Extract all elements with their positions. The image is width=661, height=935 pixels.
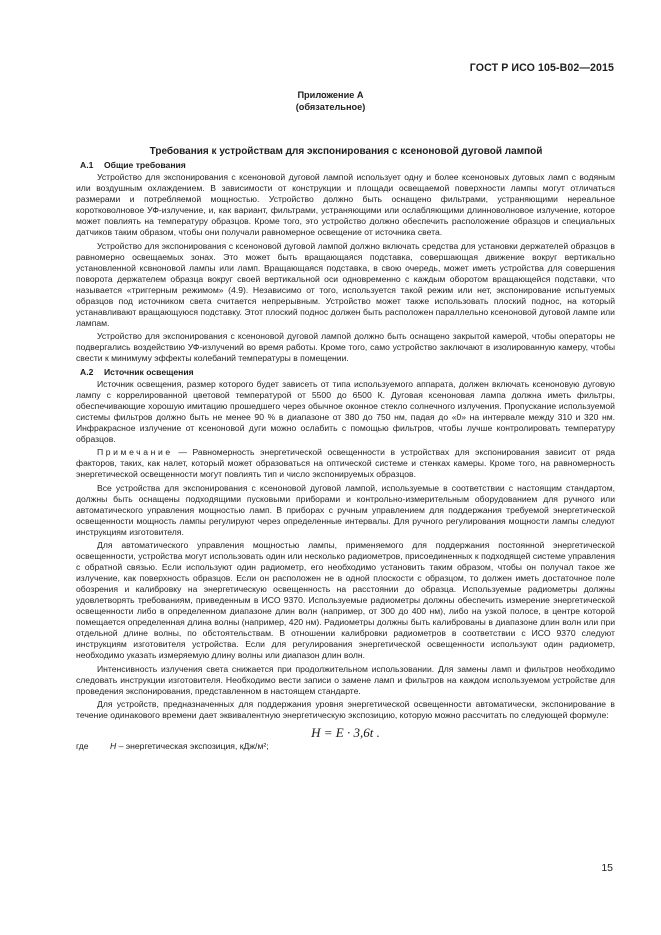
where-symbol: H <box>110 741 117 751</box>
section-title: Общие требования <box>104 160 186 170</box>
annex-title: Приложение А <box>297 90 364 100</box>
note-text: — Равномерность энергетической освещенности в устройствах для экспонирования зависит от ряда факторов, таких, как налет, который может образоваться на оптической системе и стенках камеры. Кроме того, на равномерность энергетической освещенности могут повлиять тип и число экспонируемых образцов. <box>76 447 615 479</box>
where-label: где <box>76 741 89 751</box>
paragraph-light-source-5: Для устройств, предназначенных для поддержания уровня энергетической освещенности автоматически, экспонирование в течение одинакового времени дает эквивалентную энергетическую экспозицию, которую можно рассчитать по следующей формуле: <box>76 699 615 720</box>
note-paragraph <box>76 447 615 480</box>
document-code-header: ГОСТ Р ИСО 105-В02—2015 <box>469 62 614 74</box>
paragraph-general-2: Устройство для экспонирования с ксеноновой дуговой лампой должно включать средства для установки держателей образцов в равномерно освещаемых зонах. Это может быть вращающаяся подставка, совершающая движение вокруг вертикально установленной ксвноновой лампы или ламп. Вращающаяся подставка, в свою очередь, может иметь устройства для совершения поворота держателем образца вокруг своей вертикальной оси одновременно с каждым оборотом вращающейся подставки, что называется «триггерным режимом» (4.9). Независимо от того, используется такой режим или нет, экспонирование испытуемых образцов под источником света считается непрерывным. Устройство может также использовать плоский поднос, на который устанавливают вращающуюся подставку. Этот плоский поднос должен быть расположен параллельно ксеноновой дуговой лампе или лампам. <box>76 240 615 328</box>
paragraph-light-source-1: Источник освещения, размер которого будет зависеть от типа используемого аппарата, должен включать ксеноновую дуговую лампу с коррелированной цветовой температурой от 5500 до 6500 К. Дуговая ксеноновая лампа должна иметь фильтры, обеспечивающие хорошую имитацию прошедшего через обычное оконное стекло солнечного излучения. Пропускание используемой системы фильтров должно быть не менее 90 % в диапазоне от 380 до 750 нм, падая до «0» на интервале между 310 и 320 нм. Инфракрасное излучение от ксеноновой дуги можно ослабить с помощью фильтров, чтобы лучше контролировать температуру образцов. <box>76 378 615 444</box>
paragraph-light-source-4: Интенсивность излучения света снижается при продолжительном использовании. Для замены ламп и фильтров необходимо следовать инструкции изготовителя. Необходимо вести записи о замене ламп и фильтров на каждом используемом устройстве для проведения экспонирования, представленном в настоящем стандарте. <box>76 663 615 696</box>
page-number: 15 <box>601 862 613 874</box>
paragraph-general-1: Устройство для экспонирования с ксеноновой дуговой лампой использует одну и более ксеноновых дуговых ламп с водяным или воздушным охлаждением. В зависимости от конструкции и площади освещаемой поверхности лампы могут отличаться размерами и потребляемой мощностью. Устройство должно быть оснащено фильтрами, устраняющими нереальное коротковолновое УФ-излучение, и, как вариант, фильтрами, устраняющими или ослабляющими длинноволновое излучение, которое может повлиять на температуру образцов. Кроме того, это устройство должно обеспечить расположение образцов и специальных датчиков таким образом, чтобы они получали равномерное освещение от источника света. <box>76 172 615 237</box>
section-number: А.1 <box>80 160 94 170</box>
note-label: Примечание <box>97 447 173 457</box>
paragraph-light-source-3: Для автоматического управления мощностью лампы, применяемого для поддержания постоянной энергетической освещенности, устройства могут использовать один или несколько радиометров, присоединенных к подходящей системе управления с обратной связью. Если используют один радиометр, его необходимо установить таким образом, чтобы он получал такое же излучение, как поверхность образцов. Если он расположен не в одной плоскости с образцом, то должен иметь достаточное поле обозрения и калибровку на энергетическую освещенность на расстоянии до образца. Используемые радиометры должны удовлетворять требованиям, приведенным в ИСО 9370. Используемые радиометры должны обеспечить измерение энергетической освещенности либо в определенном диапазоне длин волн (например, от 300 до 400 нм), либо на узкой полосе, в центре которой помещается определенная длина волны (например, 420 нм). Радиометры должны быть калиброваны в диапазоне длин волн или при отдельной длине волны, по обстоятельствам. В отношении калибровки радиометров в соответствии с ИСО 9370 следуют инструкциям изготовителя устройства. Если для регулирования энергетической освещенности используют один радиометр, необходимо указать измеряемую длину волны или диапазон длин волн. <box>76 540 615 660</box>
section-number: А.2 <box>80 366 94 377</box>
paragraph-light-source-2: Все устройства для экспонирования с ксеноновой дуговой лампой, используемые в соответствии с настоящим стандартом, должны быть оснащены подходящими пусковыми приборами и контрольно-измерительным оборудованием для ручного или автоматического управления мощностью ламп. В приборах с ручным управлением для поддержания требуемой энергетической освещенности мощность лампы регулируют через определенные интервалы. Для ручного регулирования мощности лампы следуют инструкциям изготовителя. <box>76 482 615 537</box>
formula-legend <box>76 741 615 752</box>
main-title: Требования к устройствам для экспонирования с ксеноновой дуговой лампой <box>149 146 543 157</box>
section-heading-a2 <box>76 367 615 378</box>
annex-subtitle: (обязательное) <box>295 101 366 112</box>
paragraph-general-3: Устройство для экспонирования с ксеноновой дуговой лампой должно быть оснащено закрытой камерой, чтобы операторы не подвергались воздействию УФ-излучений во время работы. Кроме того, само устройство заключают в изолированную камеру, чтобы свести к минимуму эффекты колебаний температуры в помещении. <box>76 331 615 363</box>
section-title: Источник освещения <box>104 366 194 377</box>
document-body <box>76 160 615 752</box>
section-heading-a1 <box>76 160 615 171</box>
where-definition: – энергетическая экспозиция, кДж/м²; <box>116 741 269 751</box>
annex-heading <box>0 90 661 113</box>
exposure-formula: H = E · 3,6t . <box>311 725 380 740</box>
